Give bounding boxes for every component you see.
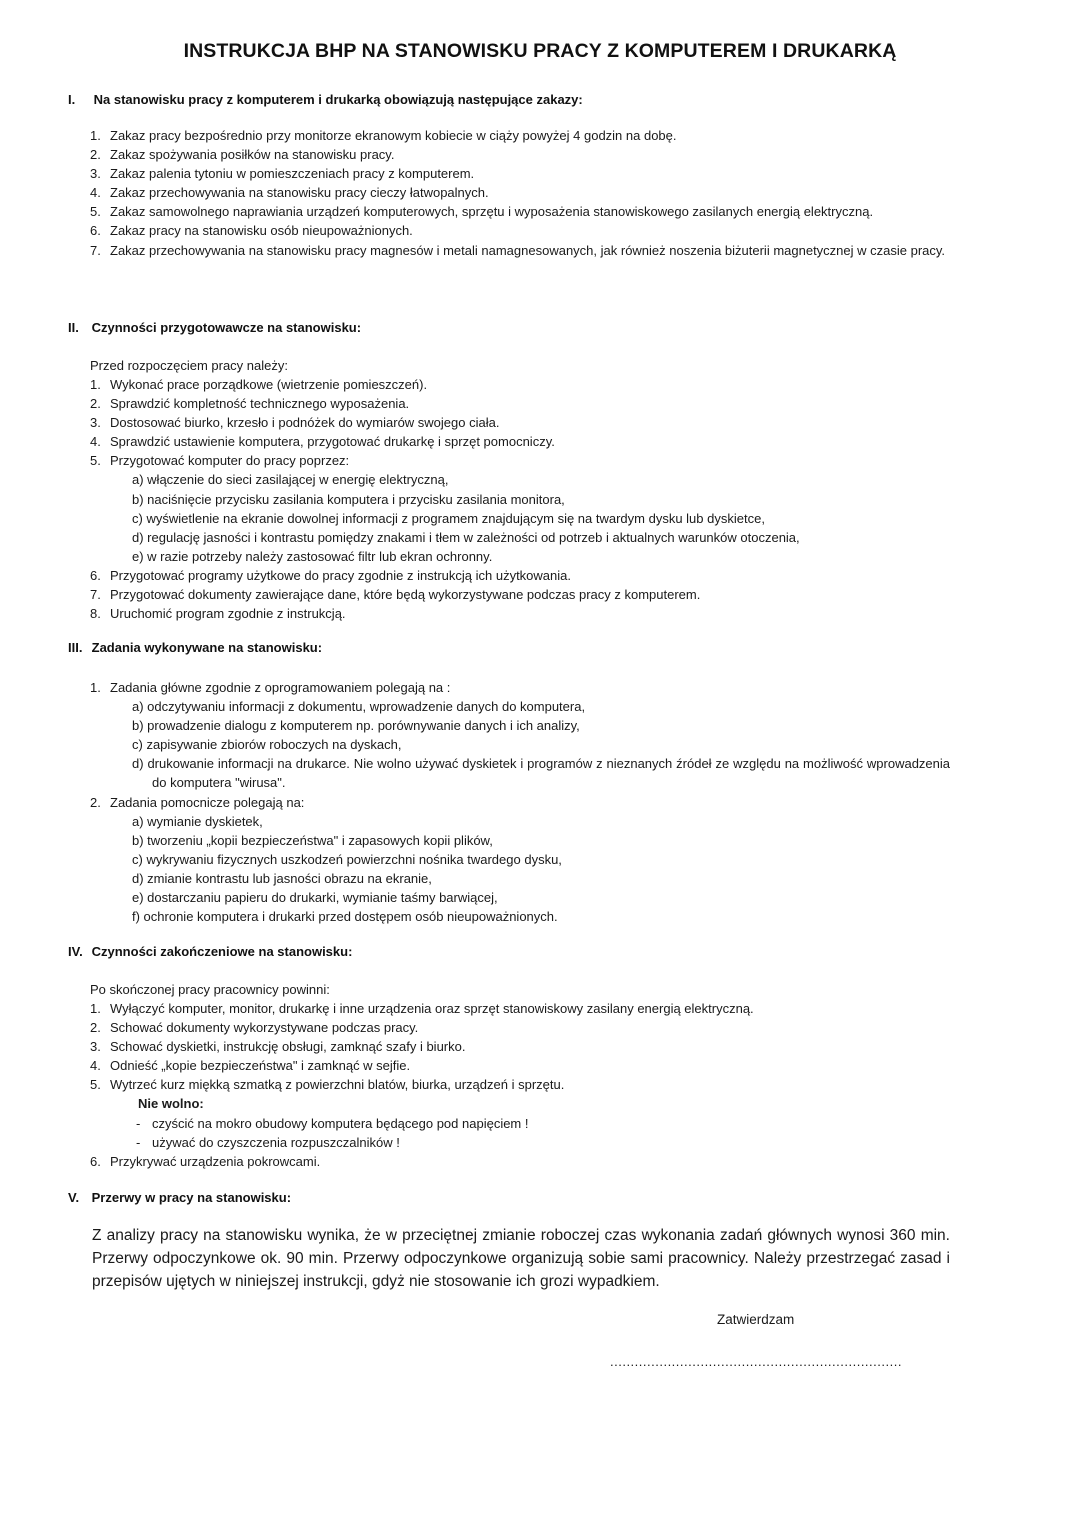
section-5-number: V. [68,1190,80,1205]
section-3-number: III. [68,640,83,655]
warning-item: - używać do czyszczenia rozpuszczalników ! [110,1133,950,1152]
list-item: 2. Zadania pomocnicze polegają na: a) wymianie dyskietek, b) tworzeniu „kopii bezpieczeństwa" i zapasowych kopii plików, c) wykrywaniu fizycznych uszkodzeń powierzchni nośnika twardego dysku, d) zmianie kontrastu lub jasności obrazu na ekranie, e) dostarczaniu papieru do drukarki, wymianie taśmy barwiącej, f) ochronie komputera i drukarki przed dostępem osób nieupoważnionych. [90,793,950,927]
sub-item: f) ochronie komputera i drukarki przed dostępem osób nieupoważnionych. [132,909,558,925]
sub-item: a) wymianie dyskietek, [132,813,263,829]
section-2-title: Czynności przygotowawcze na stanowisku: [91,320,362,335]
section-4-intro: Po skończonej pracy pracownicy powinni: [90,982,330,997]
list-item: 1. Zakaz pracy bezpośrednio przy monitorze ekranowym kobiecie w ciąży powyżej 4 godzin na dobę. [90,128,677,143]
sub-item: b) prowadzenie dialogu z komputerem np. porównywanie danych i ich analizy, [132,718,580,734]
sub-item: d) regulację jasności i kontrastu pomiędzy znakami i tłem w zależności od potrzeb i aktualnych warunków otoczenia, [132,529,800,545]
list-item: 2. Zakaz spożywania posiłków na stanowisku pracy. [90,147,395,163]
section-5-paragraph: Z analizy pracy na stanowisku wynika, że w przeciętnej zmianie roboczej czas wykonania zadań głównych wynosi 360 min. Przerwy odpoczynkowe ok. 90 min. Przerwy odpoczynkowe organizują sobie sami pracownicy. Należy przestrzegać zasad i przepisów ujętych w niniejszej instrukcji, gdyż nie stosowanie ich grozi wypadkiem. [92,1227,950,1290]
section-1-heading [68,92,583,107]
sub-item: c) wyświetlenie na ekranie dowolnej informacji z programem znajdującym się na twardym dysku lub dyskietce, [132,510,765,526]
list-item: 3. Schować dyskietki, instrukcję obsługi, zamknąć szafy i biurko. [90,1039,466,1055]
signature-line: ....................................................................... [610,1354,902,1369]
list-item: 1. Wyłączyć komputer, monitor, drukarkę i inne urządzenia oraz sprzęt stanowiskowy zasilany energią elektryczną. [90,1001,754,1016]
section-4-list [90,999,950,1171]
section-4-heading [68,944,352,959]
document-title: INSTRUKCJA BHP NA STANOWISKU PRACY Z KOMPUTEREM I DRUKARKĄ [183,40,897,62]
list-item: 7. Zakaz przechowywania na stanowisku pracy magnesów i metali namagnesowanych, jak również noszenia biżuterii magnetycznej w czasie pracy. [90,242,946,258]
list-item: 6. Zakaz pracy na stanowisku osób nieupoważnionych. [90,223,413,239]
section-3-title: Zadania wykonywane na stanowisku: [91,640,323,655]
section-3-list [90,678,950,926]
list-item: 1. Wykonać prace porządkowe (wietrzenie pomieszczeń). [90,377,428,392]
section-4-number: IV. [68,944,83,959]
list-item: 4. Zakaz przechowywania na stanowisku pracy cieczy łatwopalnych. [90,185,489,201]
sub-item: a) włączenie do sieci zasilającej w energię elektryczną, [132,472,449,488]
section-4-title: Czynności zakończeniowe na stanowisku: [91,944,353,959]
section-2-intro: Przed rozpoczęciem pracy należy: [90,358,288,373]
warning-item: - czyścić na mokro obudowy komputera będącego pod napięciem ! [110,1114,950,1133]
sub-item: b) naciśnięcie przycisku zasilania komputera i przycisku zasilania monitora, [132,491,565,507]
section-5-heading [68,1190,291,1205]
list-item: 3. Dostosować biurko, krzesło i podnóżek do wymiarów swojego ciała. [90,415,500,431]
sub-item: c) wykrywaniu fizycznych uszkodzeń powierzchni nośnika twardego dysku, [132,851,562,867]
sub-item: e) dostarczaniu papieru do drukarki, wymianie taśmy barwiącej, [132,890,498,906]
sub-item: a) odczytywaniu informacji z dokumentu, wprowadzenie danych do komputera, [132,699,586,715]
list-item: 5. Wytrzeć kurz miękką szmatką z powierzchni blatów, biurka, urządzeń i sprzętu. Nie wolno: - czyścić na mokro obudowy komputera będącego pod napięciem ! - używać do czyszczenia rozpuszczalników ! [90,1075,950,1151]
sub-item: e) w razie potrzeby należy zastosować filtr lub ekran ochronny. [132,548,493,564]
section-2-number: II. [68,320,79,335]
sub-item: c) zapisywanie zbiorów roboczych na dyskach, [132,737,402,753]
sub-item: d) drukowanie informacji na drukarce. Nie wolno używać dyskietek i programów z nieznanych źródeł ze względu na możliwość wprowadzenia do komputera "wirusa". [132,756,950,791]
approval-label: Zatwierdzam [717,1312,795,1327]
list-item: 2. Sprawdzić kompletność technicznego wyposażenia. [90,396,410,412]
list-item: 6. Przykrywać urządzenia pokrowcami. [90,1153,321,1169]
sub-item: b) tworzeniu „kopii bezpieczeństwa" i zapasowych kopii plików, [132,832,493,848]
list-item: 5. Zakaz samowolnego naprawiania urządzeń komputerowych, sprzętu i wyposażenia stanowiskowego zasilanych energią elektryczną. [90,204,874,220]
list-item: 4. Sprawdzić ustawienie komputera, przygotować drukarkę i sprzęt pomocniczy. [90,434,555,450]
list-item: 7. Przygotować dokumenty zawierające dane, które będą wykorzystywane podczas pracy z komputerem. [90,587,701,603]
list-item: 4. Odnieść „kopie bezpieczeństwa" i zamknąć w sejfie. [90,1058,411,1074]
list-item: 5. Przygotować komputer do pracy poprzez: a) włączenie do sieci zasilającej w energię elektryczną, b) naciśnięcie przycisku zasilania komputera i przycisku zasilania monitora, c) wyświetlenie na ekranie dowolnej informacji z programem znajdującym się na twardym dysku lub dyskietce, d) regulację jasności i kontrastu pomiędzy znakami i tłem w zależności od potrzeb i aktualnych warunków otoczenia, e) w razie potrzeby należy zastosować filtr lub ekran ochronny. [90,451,950,566]
list-item: 3. Zakaz palenia tytoniu w pomieszczeniach pracy z komputerem. [90,166,475,182]
section-5-title: Przerwy w pracy na stanowisku: [91,1190,292,1205]
warning-label: Nie wolno: [138,1096,204,1112]
section-1-title: Na stanowisku pracy z komputerem i drukarką obowiązują następujące zakazy: [93,92,583,107]
list-item: 8. Uruchomić program zgodnie z instrukcją. [90,606,346,622]
section-2-heading [68,320,361,335]
list-item: 2. Schować dokumenty wykorzystywane podczas pracy. [90,1020,419,1036]
sub-item: d) zmianie kontrastu lub jasności obrazu na ekranie, [132,870,432,886]
section-3-heading [68,640,322,655]
list-item: 1. Zadania główne zgodnie z oprogramowaniem polegają na : a) odczytywaniu informacji z dokumentu, wprowadzenie danych do komputera, b) prowadzenie dialogu z komputerem np. porównywanie danych i ich analizy, c) zapisywanie zbiorów roboczych na dyskach, d) drukowanie informacji na drukarce. Nie wolno używać dyskietek i programów z nieznanych źródeł ze względu na możliwość wprowadzenia do komputera "wirusa". [90,678,950,793]
section-1-list [90,126,950,260]
section-2-list [90,375,950,623]
section-1-number: I. [68,92,76,107]
list-item: 6. Przygotować programy użytkowe do pracy zgodnie z instrukcją ich użytkowania. [90,567,571,583]
